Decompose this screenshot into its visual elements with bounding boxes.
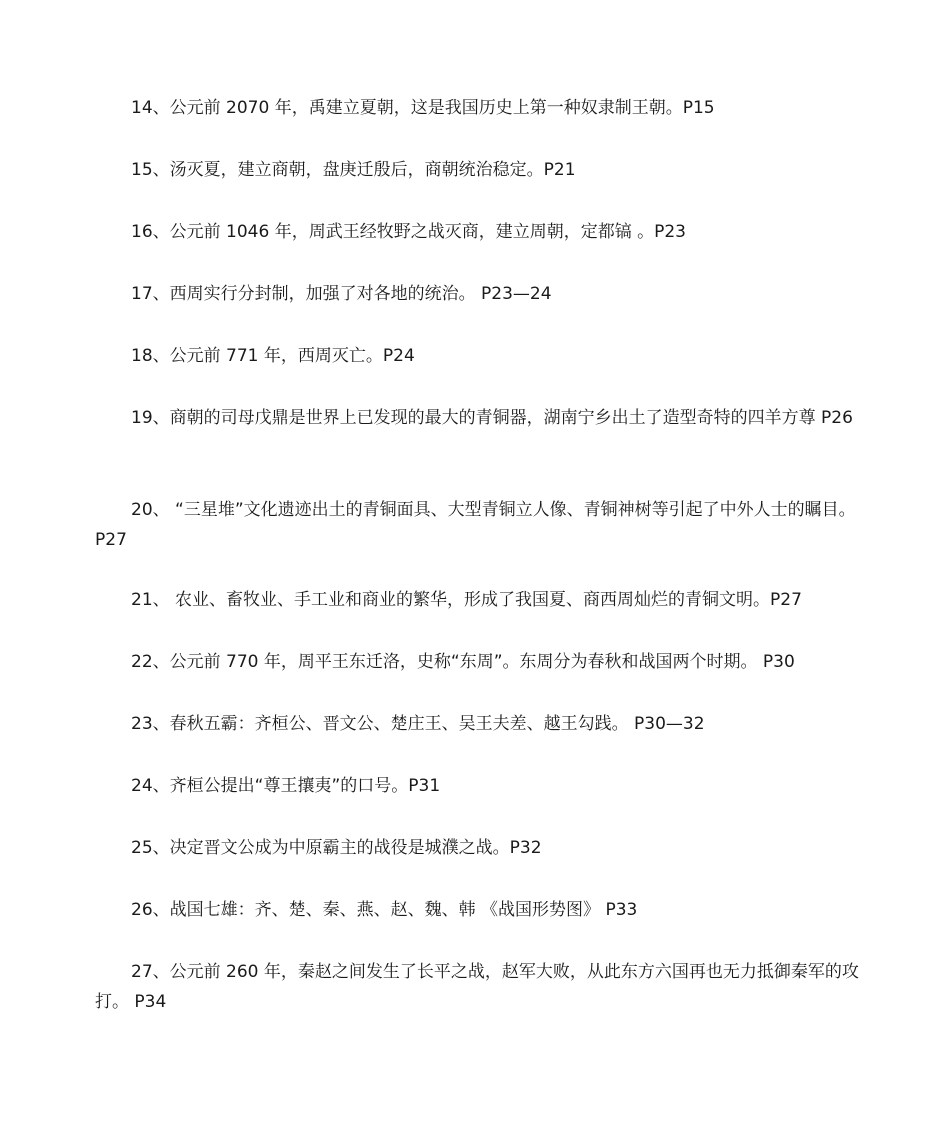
list-item: 23、春秋五霸：齐桓公、晋文公、楚庄王、吴王夫差、越王勾践。 P30—32 (131, 714, 705, 734)
list-item: 19、商朝的司母戊鼎是世界上已发现的最大的青铜器，湖南宁乡出土了造型奇特的四羊方尊 P26 (131, 408, 853, 428)
list-item: 25、决定晋文公成为中原霸主的战役是城濮之战。P32 (131, 838, 542, 858)
list-item: 20、 “三星堆”文化遗迹出土的青铜面具、大型青铜立人像、青铜神树等引起了中外人士的瞩目。 P27 (95, 500, 856, 550)
list-item: 15、汤灭夏，建立商朝，盘庚迁殷后，商朝统治稳定。P21 (131, 160, 576, 180)
list-item: 14、公元前 2070 年，禹建立夏朝，这是我国历史上第一种奴隶制王朝。P15 (131, 98, 715, 118)
list-item: 21、 农业、畜牧业、手工业和商业的繁华，形成了我国夏、商西周灿烂的青铜文明。P27 (131, 590, 802, 610)
list-item: 27、公元前 260 年，秦赵之间发生了长平之战，赵军大败，从此东方六国再也无力抵御秦军的攻打。 P34 (95, 962, 859, 1012)
list-item: 16、公元前 1046 年，周武王经牧野之战灭商，建立周朝，定都镐 。P23 (131, 222, 686, 242)
list-item: 17、西周实行分封制，加强了对各地的统治。 P23—24 (131, 284, 552, 304)
list-item: 18、公元前 771 年，西周灭亡。P24 (131, 346, 415, 366)
list-item: 24、齐桓公提出“尊王攘夷”的口号。P31 (131, 776, 441, 796)
list-item: 22、公元前 770 年，周平王东迁洛，史称“东周”。东周分为春秋和战国两个时期。 P30 (131, 652, 795, 672)
list-item: 26、战国七雄：齐、楚、秦、燕、赵、魏、韩 《战国形势图》 P33 (131, 900, 638, 920)
